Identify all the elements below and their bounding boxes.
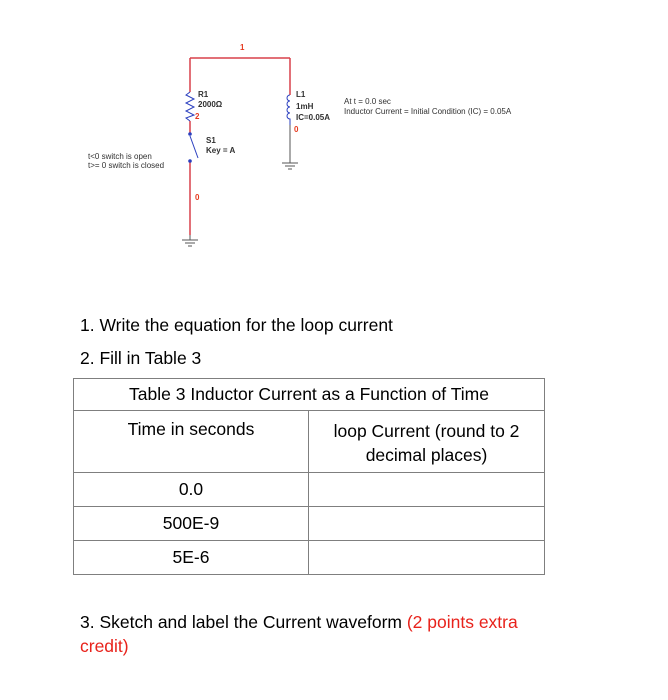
question-3 [80,612,518,633]
row-time: 5E-6 [74,541,309,575]
table-row [74,541,545,575]
node-1-label: 1 [240,43,245,52]
row-current-input[interactable] [309,541,545,575]
node-2-label: 2 [195,112,200,121]
node-0-left-label: 0 [195,193,200,202]
extra-credit-note-cont: credit) [80,636,129,656]
header-current-line-2: decimal places) [365,445,488,465]
table-title: Table 3 Inductor Current as a Function of Time [74,379,545,411]
header-time: Time in seconds [74,411,309,473]
row-time: 500E-9 [74,507,309,541]
row-time: 0.0 [74,473,309,507]
ic-note-time: At t = 0.0 sec [344,97,391,106]
table-row [74,473,545,507]
resistor-r1-symbol [186,92,194,121]
switch-note-open: t<0 switch is open [88,152,152,161]
row-current-input[interactable] [309,507,545,541]
question-1: 1. Write the equation for the loop current [80,315,393,335]
switch-note-closed: t>= 0 switch is closed [88,161,165,170]
header-current-line-1: loop Current (round to 2 [333,421,520,441]
r1-name: R1 [198,90,209,99]
ground-left-symbol [182,240,198,246]
s1-key: Key = A [206,146,236,155]
table-3 [73,378,545,575]
switch-s1-symbol [188,132,198,163]
row-current-input[interactable] [309,473,545,507]
l1-ic: IC=0.05A [296,113,331,122]
r1-value: 2000Ω [198,100,223,109]
ground-right-symbol [282,163,298,169]
ic-note-current: Inductor Current = Initial Condition (IC) = 0.05A [344,107,512,116]
circuit-schematic [0,0,668,300]
inductor-l1-symbol [287,95,290,125]
question-2: 2. Fill in Table 3 [80,348,202,368]
table-row [74,507,545,541]
extra-credit-note: (2 points extra [406,612,518,632]
node-0-right-label: 0 [294,125,299,134]
s1-name: S1 [206,136,216,145]
l1-name: L1 [296,90,306,99]
question-3-text: 3. Sketch and label the Current waveform [80,612,407,632]
l1-value: 1mH [296,102,314,111]
header-current [309,411,545,473]
